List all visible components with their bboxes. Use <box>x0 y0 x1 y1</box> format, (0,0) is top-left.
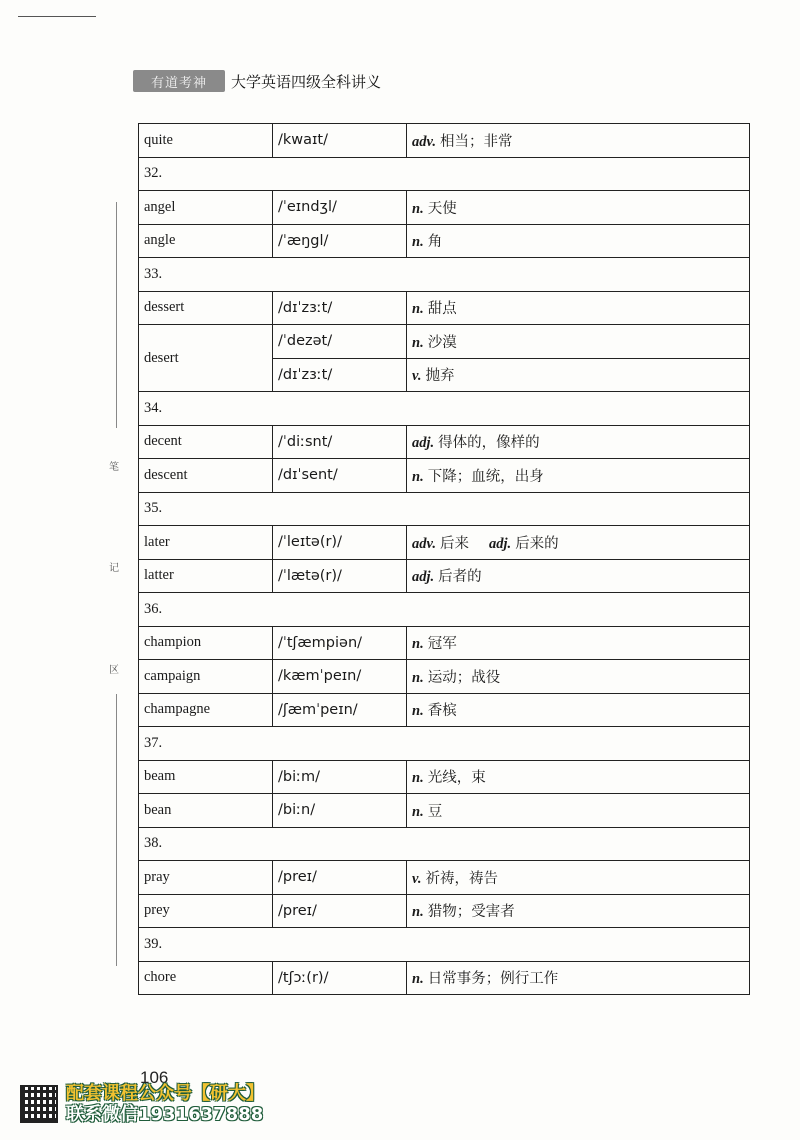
part-of-speech: v. <box>412 870 422 887</box>
group-number-row <box>139 928 750 962</box>
page-header <box>133 68 381 94</box>
meaning-text: 沙漠 <box>427 334 457 351</box>
page-number: 106 <box>140 1068 169 1087</box>
phonetic-cell: /ˈtʃæmpiən/ <box>273 626 407 660</box>
definition-cell <box>407 660 750 694</box>
word-cell: beam <box>139 760 273 794</box>
table-row <box>139 526 750 560</box>
table-row <box>139 425 750 459</box>
word-cell: dessert <box>139 291 273 325</box>
word-cell: champagne <box>139 693 273 727</box>
meaning-text: 运动；战役 <box>427 669 501 686</box>
group-number: 36. <box>139 593 750 627</box>
brand-logo: 有道考神 <box>133 70 225 92</box>
definition-cell <box>407 861 750 895</box>
vocabulary-table <box>138 123 750 995</box>
definition-cell <box>407 794 750 828</box>
phonetic-cell: /ˈlætə(r)/ <box>273 559 407 593</box>
table-row <box>139 459 750 493</box>
meaning-text: 光线，束 <box>427 770 486 787</box>
phonetic-cell: /biːn/ <box>273 794 407 828</box>
definition-cell <box>407 291 750 325</box>
part-of-speech: adv. <box>412 133 437 150</box>
group-number-row <box>139 492 750 526</box>
meaning-text: 天使 <box>427 200 457 217</box>
table-row <box>139 291 750 325</box>
part-of-speech: n. <box>412 636 424 653</box>
table-row <box>139 660 750 694</box>
part-of-speech: v. <box>412 368 422 385</box>
part-of-speech: n. <box>412 301 424 318</box>
group-number-row <box>139 827 750 861</box>
part-of-speech: n. <box>412 200 424 217</box>
word-cell: champion <box>139 626 273 660</box>
part-of-speech: n. <box>412 703 424 720</box>
meaning-text: 后来 <box>440 535 470 552</box>
part-of-speech: n. <box>412 334 424 351</box>
phonetic-cell: /ˈleɪtə(r)/ <box>273 526 407 560</box>
meaning-text: 祈祷，祷告 <box>425 870 499 887</box>
word-cell: descent <box>139 459 273 493</box>
phonetic-cell: /ˈdiːsnt/ <box>273 425 407 459</box>
part-of-speech: n. <box>412 971 424 988</box>
part-of-speech: n. <box>412 904 424 921</box>
part-of-speech: n. <box>412 770 424 787</box>
word-cell: bean <box>139 794 273 828</box>
table-row <box>139 693 750 727</box>
definition-cell <box>407 459 750 493</box>
meaning-text: 豆 <box>427 803 443 820</box>
page-title: 大学英语四级全科讲义 <box>231 72 382 91</box>
word-cell: angel <box>139 191 273 225</box>
phonetic-cell: /biːm/ <box>273 760 407 794</box>
word-cell: decent <box>139 425 273 459</box>
group-number: 39. <box>139 928 750 962</box>
word-cell: latter <box>139 559 273 593</box>
phonetic-cell: /preɪ/ <box>273 894 407 928</box>
phonetic-cell: /dɪˈzɜːt/ <box>273 358 407 392</box>
phonetic-cell: /dɪˈzɜːt/ <box>273 291 407 325</box>
definition-cell <box>407 124 750 158</box>
margin-note-char-3: 区 <box>109 665 119 676</box>
phonetic-cell: /preɪ/ <box>273 861 407 895</box>
group-number: 38. <box>139 827 750 861</box>
meaning-text: 后来的 <box>515 535 559 552</box>
group-number-row <box>139 157 750 191</box>
group-number: 32. <box>139 157 750 191</box>
meaning-text: 角 <box>427 234 443 251</box>
group-number: 33. <box>139 258 750 292</box>
part-of-speech: n. <box>412 803 424 820</box>
definition-cell <box>407 358 750 392</box>
word-cell: later <box>139 526 273 560</box>
phonetic-cell: /kæmˈpeɪn/ <box>273 660 407 694</box>
table-row <box>139 124 750 158</box>
part-of-speech: adj. <box>489 535 512 552</box>
table-row <box>139 559 750 593</box>
table-row <box>139 191 750 225</box>
group-number-row <box>139 392 750 426</box>
phonetic-cell: /ˈeɪndʒl/ <box>273 191 407 225</box>
phonetic-cell: /kwaɪt/ <box>273 124 407 158</box>
group-number-row <box>139 727 750 761</box>
table-row <box>139 794 750 828</box>
word-cell: angle <box>139 224 273 258</box>
table-row <box>139 861 750 895</box>
word-cell: prey <box>139 894 273 928</box>
phonetic-cell: /dɪˈsent/ <box>273 459 407 493</box>
meaning-text: 猎物；受害者 <box>427 904 515 921</box>
definition-cell <box>407 325 750 359</box>
word-cell: pray <box>139 861 273 895</box>
part-of-speech: adj. <box>412 435 435 452</box>
meaning-text: 得体的，像样的 <box>438 435 540 452</box>
table-row <box>139 626 750 660</box>
definition-cell <box>407 425 750 459</box>
table-row <box>139 760 750 794</box>
word-cell: campaign <box>139 660 273 694</box>
qr-code-icon <box>20 1085 58 1123</box>
definition-cell <box>407 526 750 560</box>
definition-cell <box>407 224 750 258</box>
meaning-text: 冠军 <box>427 636 457 653</box>
group-number: 35. <box>139 492 750 526</box>
margin-note-char-1: 笔 <box>109 462 119 473</box>
phonetic-cell: /tʃɔː(r)/ <box>273 961 407 995</box>
promo-line-2: 联系微信1931637888 <box>66 1104 264 1125</box>
margin-note-char-2: 记 <box>109 563 119 574</box>
table-row <box>139 961 750 995</box>
table-row <box>139 224 750 258</box>
group-number-row <box>139 258 750 292</box>
definition-cell <box>407 961 750 995</box>
phonetic-cell: /ʃæmˈpeɪn/ <box>273 693 407 727</box>
definition-cell <box>407 626 750 660</box>
part-of-speech: n. <box>412 234 424 251</box>
definition-cell <box>407 693 750 727</box>
margin-line-top <box>116 202 117 428</box>
meaning-text: 下降；血统，出身 <box>427 468 544 485</box>
phonetic-cell: /ˈæŋgl/ <box>273 224 407 258</box>
part-of-speech: n. <box>412 468 424 485</box>
meaning-text: 后者的 <box>438 569 482 586</box>
part-of-speech: adv. <box>412 535 437 552</box>
table-row <box>139 325 750 359</box>
meaning-text: 甜点 <box>427 301 457 318</box>
definition-cell <box>407 760 750 794</box>
margin-line-bottom <box>116 694 117 966</box>
promo-banner <box>66 1083 264 1125</box>
group-number-row <box>139 593 750 627</box>
phonetic-cell: /ˈdezət/ <box>273 325 407 359</box>
word-cell: chore <box>139 961 273 995</box>
definition-cell <box>407 191 750 225</box>
part-of-speech: n. <box>412 669 424 686</box>
top-rule <box>18 16 96 17</box>
table-row <box>139 894 750 928</box>
promo-line-1: 配套课程公众号【研大】 <box>66 1083 264 1104</box>
meaning-text: 日常事务；例行工作 <box>427 971 559 988</box>
part-of-speech: adj. <box>412 569 435 586</box>
meaning-text: 香槟 <box>427 703 457 720</box>
word-cell: desert <box>139 325 273 392</box>
meaning-text: 抛弃 <box>425 368 455 385</box>
definition-cell <box>407 559 750 593</box>
meaning-text: 相当；非常 <box>440 133 513 150</box>
definition-cell <box>407 894 750 928</box>
word-cell: quite <box>139 124 273 158</box>
group-number: 37. <box>139 727 750 761</box>
group-number: 34. <box>139 392 750 426</box>
